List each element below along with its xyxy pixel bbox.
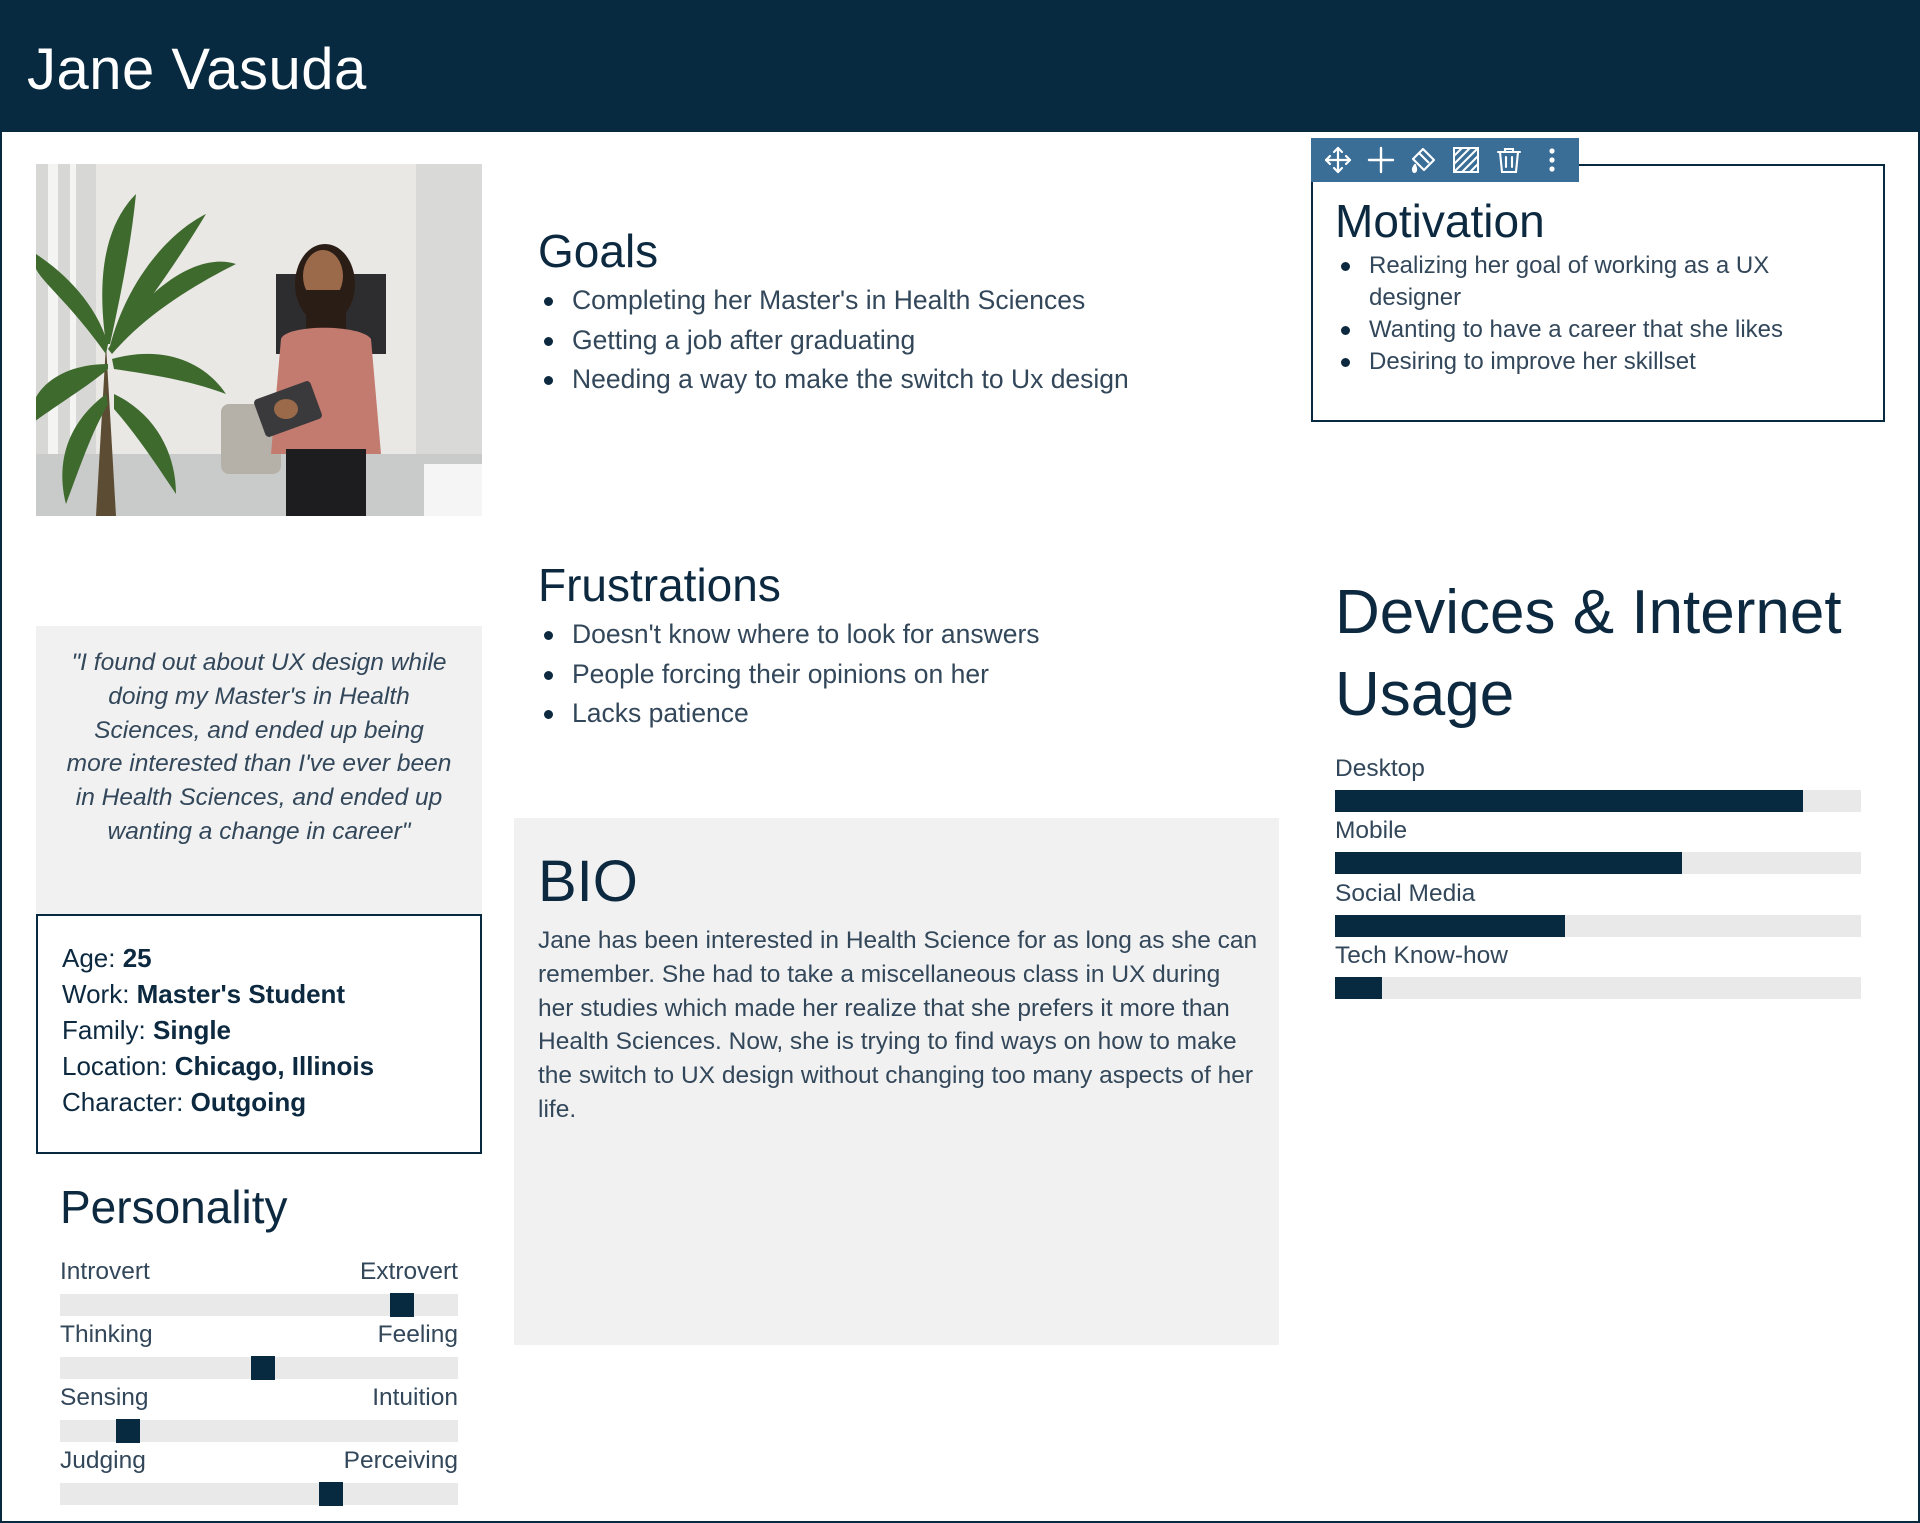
bio-title: BIO [538,849,638,914]
usage-label: Mobile [1335,817,1408,844]
fact-age [62,943,152,974]
motivation-item: Realizing her goal of working as a UX designer [1335,250,1855,314]
trait-slider-track [60,1294,458,1316]
frustrations-list [538,615,1238,734]
usage-bar-fill [1335,915,1565,937]
move-icon[interactable] [1322,144,1354,176]
trash-icon[interactable] [1493,144,1525,176]
trait-left-label: Thinking [60,1321,153,1348]
fact-work [62,979,345,1010]
goal-item: Completing her Master's in Health Sciences [538,281,1238,321]
more-vertical-icon[interactable] [1536,144,1568,176]
persona-photo-illustration [36,164,482,516]
paint-bucket-icon[interactable] [1408,144,1440,176]
fact-label: Work: [62,979,137,1009]
trait-slider-track [60,1357,458,1379]
devices-title [1335,572,1842,736]
frustrations-title: Frustrations [538,559,781,611]
goals-title: Goals [538,225,659,277]
usage-bar-fill [1335,977,1382,999]
goal-item: Getting a job after graduating [538,321,1238,361]
trait-slider-marker [116,1419,140,1443]
trait-slider-track [60,1483,458,1505]
motivation-item: Wanting to have a career that she likes [1335,314,1855,346]
persona-quote: "I found out about UX design while doing my Master's in Health Sciences, and ended up being more interested than I've ever been in Health Sciences, and ended up wanting a change in career" [66,649,452,845]
fact-character [62,1087,306,1118]
goals-list [538,281,1238,400]
trait-right-label: Perceiving [343,1447,458,1474]
trait-right-label: Intuition [372,1384,458,1411]
fact-label: Location: [62,1051,175,1081]
fact-value: Master's Student [136,979,346,1009]
bio-text: Jane has been interested in Health Science for as long as she can remember. She had to take a miscellaneous class in UX during her studies which made her realize that she prefers it more than Health Sciences. Now, she is trying to find ways on how to make the switch to UX design without changing too many aspects of her life. [538,927,1258,1123]
usage-label: Desktop [1335,755,1425,782]
persona-quote-panel [36,626,482,914]
trait-slider-track [60,1420,458,1442]
usage-label: Social Media [1335,880,1476,907]
header-bar [2,2,1918,132]
motivation-list [1335,250,1855,378]
personality-title: Personality [60,1181,288,1233]
fact-value: Outgoing [190,1087,307,1117]
trait-left-label: Introvert [60,1258,150,1285]
usage-bar-track [1335,915,1861,937]
trait-left-label: Sensing [60,1384,149,1411]
frustration-item: Doesn't know where to look for answers [538,615,1238,655]
trait-right-label: Extrovert [359,1258,458,1285]
fact-value: 25 [122,943,152,973]
usage-bar-track [1335,790,1861,812]
fact-label: Age: [62,943,123,973]
usage-bar-fill [1335,852,1682,874]
trait-left-label: Judging [60,1447,146,1474]
fact-label: Family: [62,1015,153,1045]
usage-bar-track [1335,852,1861,874]
fact-location [62,1051,374,1082]
element-toolbar [1311,138,1579,182]
persona-name: Jane Vasuda [27,37,367,102]
fact-label: Character: [62,1087,191,1117]
pattern-fill-icon[interactable] [1450,144,1482,176]
bio-panel [514,818,1279,1345]
fact-value: Chicago, Illinois [174,1051,375,1081]
motivation-box[interactable] [1311,164,1885,422]
trait-slider-marker [251,1356,275,1380]
persona-photo [36,164,482,516]
motivation-item: Desiring to improve her skillset [1335,346,1855,378]
motivation-title: Motivation [1335,195,1545,247]
trait-slider-marker [319,1482,343,1506]
persona-facts-box [36,914,482,1154]
usage-label: Tech Know-how [1335,942,1508,969]
devices-title-line: Devices & Internet [1335,578,1842,647]
trait-slider-marker [390,1293,414,1317]
goal-item: Needing a way to make the switch to Ux design [538,360,1238,400]
frustration-item: Lacks patience [538,694,1238,734]
add-icon[interactable] [1365,144,1397,176]
trait-right-label: Feeling [377,1321,458,1348]
usage-bar-track [1335,977,1861,999]
frustration-item: People forcing their opinions on her [538,655,1238,695]
fact-value: Single [153,1015,232,1045]
fact-family [62,1015,231,1046]
devices-title-line: Usage [1335,660,1515,729]
usage-bar-fill [1335,790,1803,812]
